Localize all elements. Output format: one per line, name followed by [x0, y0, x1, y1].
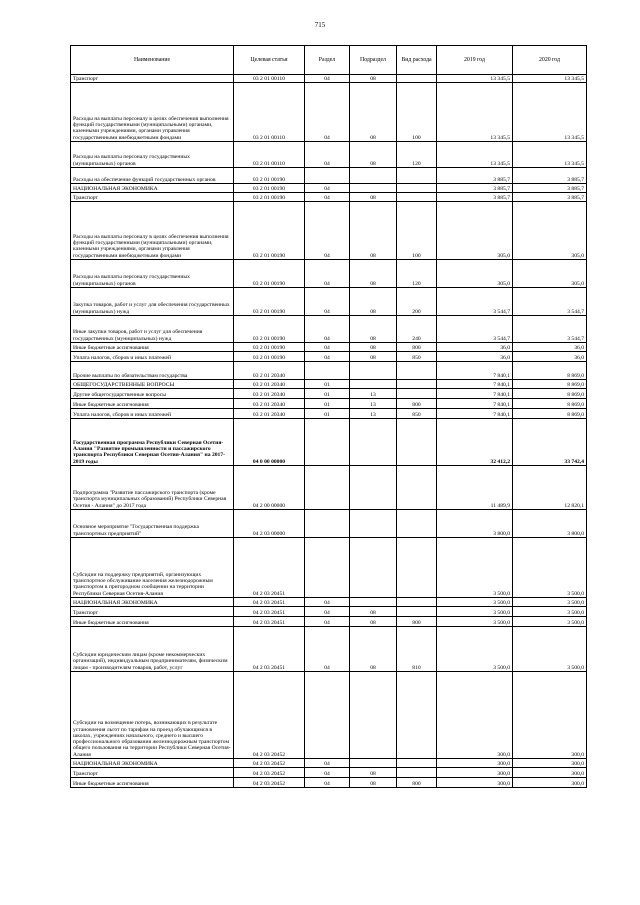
- cell-name: Уплата налогов, сборов и иных платежей: [71, 409, 234, 419]
- cell-subsection: [350, 184, 397, 193]
- cell-subsection: [350, 759, 397, 768]
- cell-target-article: 04 2 03 20452: [234, 768, 305, 778]
- table-row: [71, 538, 587, 598]
- cell-expense-type: [397, 75, 437, 83]
- header-section: Раздел: [305, 46, 350, 75]
- cell-year-2020: 3 544,7: [513, 316, 587, 343]
- cell-year-2019: 13 345,5: [437, 83, 513, 142]
- cell-section: 04: [305, 184, 350, 193]
- cell-target-article: 03 2 01 00110: [234, 83, 305, 142]
- cell-year-2019: 3 544,7: [437, 316, 513, 343]
- cell-expense-type: 100: [397, 83, 437, 142]
- cell-year-2019: 3 885,7: [437, 184, 513, 193]
- cell-year-2019: 3 500,0: [437, 607, 513, 617]
- table-row: [71, 316, 587, 343]
- cell-year-2019: 7 840,1: [437, 389, 513, 399]
- cell-target-article: 03 2 01 00190: [234, 343, 305, 352]
- table-row: [71, 672, 587, 759]
- cell-year-2019: 300,0: [437, 768, 513, 778]
- cell-expense-type: [397, 598, 437, 607]
- cell-section: [305, 419, 350, 466]
- cell-subsection: [350, 672, 397, 759]
- cell-expense-type: 800: [397, 343, 437, 352]
- cell-subsection: [350, 362, 397, 380]
- cell-subsection: [350, 598, 397, 607]
- cell-year-2019: 36,0: [437, 343, 513, 352]
- cell-section: 01: [305, 409, 350, 419]
- cell-name: Государственная программа Республики Северная Осетия-Алания "Развитие промышленности и пассажирского транспорта Республики Северная Осетия-Алания" на 2017-2019 годы: [71, 419, 234, 466]
- cell-target-article: 03 2 01 20340: [234, 380, 305, 389]
- cell-year-2019: 305,0: [437, 202, 513, 260]
- cell-subsection: [350, 168, 397, 184]
- cell-section: 04: [305, 316, 350, 343]
- header-year-2020: 2020 год: [513, 46, 587, 75]
- cell-name: ОБЩЕГОСУДАРСТВЕННЫЕ ВОПРОСЫ: [71, 380, 234, 389]
- cell-name: Транспорт: [71, 607, 234, 617]
- cell-expense-type: [397, 759, 437, 768]
- cell-expense-type: 850: [397, 352, 437, 362]
- cell-name: Транспорт: [71, 768, 234, 778]
- cell-expense-type: 120: [397, 142, 437, 168]
- cell-year-2020: 12 820,1: [513, 466, 587, 510]
- cell-subsection: 13: [350, 389, 397, 399]
- cell-subsection: 08: [350, 627, 397, 672]
- cell-year-2020: 8 869,0: [513, 409, 587, 419]
- table-row: [71, 75, 587, 83]
- table-header-row: [71, 46, 587, 75]
- table-row: [71, 627, 587, 672]
- cell-year-2019: 3 800,0: [437, 510, 513, 538]
- cell-name: Иные закупки товаров, работ и услуг для обеспечения государственных (муниципальных) нужд: [71, 316, 234, 343]
- cell-expense-type: [397, 419, 437, 466]
- cell-target-article: 04 2 03 20451: [234, 538, 305, 598]
- page-number: 715: [314, 21, 326, 29]
- cell-name: Транспорт: [71, 193, 234, 202]
- cell-expense-type: 200: [397, 288, 437, 316]
- table-row: [71, 409, 587, 419]
- cell-year-2019: 13 345,5: [437, 75, 513, 83]
- cell-expense-type: [397, 672, 437, 759]
- cell-target-article: 03 2 01 00190: [234, 260, 305, 288]
- cell-name: Иные бюджетные ассигнования: [71, 617, 234, 627]
- cell-expense-type: 800: [397, 778, 437, 788]
- cell-subsection: 08: [350, 288, 397, 316]
- cell-section: [305, 168, 350, 184]
- cell-target-article: 04 2 03 20452: [234, 778, 305, 788]
- table-row: [71, 768, 587, 778]
- cell-expense-type: [397, 466, 437, 510]
- cell-target-article: 03 2 01 00110: [234, 142, 305, 168]
- cell-target-article: 03 2 01 00190: [234, 193, 305, 202]
- cell-target-article: 04 2 00 00000: [234, 466, 305, 510]
- cell-section: 01: [305, 389, 350, 399]
- cell-expense-type: [397, 380, 437, 389]
- cell-year-2019: 7 840,1: [437, 362, 513, 380]
- cell-section: 04: [305, 607, 350, 617]
- cell-name: Иные бюджетные ассигнования: [71, 778, 234, 788]
- cell-section: 04: [305, 627, 350, 672]
- table-row: [71, 399, 587, 409]
- cell-year-2020: 3 500,0: [513, 598, 587, 607]
- cell-year-2020: 3 800,0: [513, 510, 587, 538]
- cell-year-2019: 7 840,1: [437, 380, 513, 389]
- cell-target-article: 04 2 03 20451: [234, 598, 305, 607]
- cell-target-article: 04 0 00 00000: [234, 419, 305, 466]
- header-expense-type: Вид расхода: [397, 46, 437, 75]
- table-row: [71, 466, 587, 510]
- cell-target-article: 03 2 01 00190: [234, 168, 305, 184]
- cell-section: 04: [305, 778, 350, 788]
- table-row: [71, 260, 587, 288]
- cell-target-article: 03 2 01 00190: [234, 184, 305, 193]
- table-row: [71, 510, 587, 538]
- cell-year-2020: 3 885,7: [513, 193, 587, 202]
- cell-section: 04: [305, 83, 350, 142]
- cell-year-2020: 305,0: [513, 260, 587, 288]
- cell-year-2019: 36,0: [437, 352, 513, 362]
- cell-name: Расходы на выплаты персоналу в целях обеспечения выполнения функций государственными (муниципальными) органами, казенными учреждениями, органами управления государственными внебюджетными фондами: [71, 202, 234, 260]
- cell-target-article: 03 2 01 20340: [234, 389, 305, 399]
- cell-year-2019: 3 885,7: [437, 168, 513, 184]
- cell-section: 04: [305, 202, 350, 260]
- cell-year-2019: 7 840,1: [437, 399, 513, 409]
- cell-name: НАЦИОНАЛЬНАЯ ЭКОНОМИКА: [71, 184, 234, 193]
- cell-section: 04: [305, 598, 350, 607]
- cell-expense-type: [397, 184, 437, 193]
- cell-section: 04: [305, 288, 350, 316]
- cell-name: Иные бюджетные ассигнования: [71, 399, 234, 409]
- cell-section: 04: [305, 343, 350, 352]
- cell-name: НАЦИОНАЛЬНАЯ ЭКОНОМИКА: [71, 759, 234, 768]
- cell-year-2019: 300,0: [437, 778, 513, 788]
- cell-year-2019: 3 500,0: [437, 598, 513, 607]
- cell-name: Основное мероприятие "Государственная поддержка транспортных предприятий": [71, 510, 234, 538]
- cell-year-2019: 300,0: [437, 672, 513, 759]
- cell-expense-type: 120: [397, 260, 437, 288]
- cell-subsection: 08: [350, 83, 397, 142]
- cell-section: [305, 538, 350, 598]
- cell-year-2020: 3 544,7: [513, 288, 587, 316]
- cell-target-article: 04 2 03 20452: [234, 759, 305, 768]
- cell-year-2019: 7 840,1: [437, 409, 513, 419]
- cell-year-2020: 36,0: [513, 343, 587, 352]
- cell-expense-type: [397, 768, 437, 778]
- cell-section: 04: [305, 260, 350, 288]
- cell-year-2020: 300,0: [513, 672, 587, 759]
- cell-year-2019: 11 489,9: [437, 466, 513, 510]
- table-row: [71, 202, 587, 260]
- table-row: [71, 778, 587, 788]
- cell-section: 01: [305, 380, 350, 389]
- cell-section: [305, 672, 350, 759]
- table-row: [71, 168, 587, 184]
- cell-subsection: 08: [350, 778, 397, 788]
- cell-subsection: 13: [350, 409, 397, 419]
- cell-year-2019: 13 345,5: [437, 142, 513, 168]
- cell-year-2020: 300,0: [513, 778, 587, 788]
- cell-year-2019: 3 500,0: [437, 627, 513, 672]
- cell-expense-type: [397, 193, 437, 202]
- header-subsection: Подраздел: [350, 46, 397, 75]
- cell-subsection: 08: [350, 193, 397, 202]
- cell-subsection: 08: [350, 352, 397, 362]
- cell-expense-type: [397, 607, 437, 617]
- cell-target-article: 03 2 01 00190: [234, 202, 305, 260]
- cell-name: Прочие выплаты по обязательствам государства: [71, 362, 234, 380]
- cell-year-2019: 3 500,0: [437, 617, 513, 627]
- cell-subsection: 08: [350, 607, 397, 617]
- cell-target-article: 04 2 03 20451: [234, 617, 305, 627]
- cell-target-article: 03 2 01 00190: [234, 316, 305, 343]
- cell-subsection: 08: [350, 142, 397, 168]
- table-row: [71, 617, 587, 627]
- table-row: [71, 193, 587, 202]
- cell-section: 04: [305, 768, 350, 778]
- cell-subsection: 08: [350, 316, 397, 343]
- cell-name: Субсидии на возмещение потерь, возникающих в результате установления льгот по тарифам на проезд обучающимся в школах, учреждениях начального, среднего и высшего профессионального образования железнодорожным транспортом общего пользования на территории Республики Северная Осетия-Алания: [71, 672, 234, 759]
- cell-year-2020: 300,0: [513, 759, 587, 768]
- cell-section: 04: [305, 352, 350, 362]
- table-row: [71, 83, 587, 142]
- table-row: [71, 362, 587, 380]
- cell-section: 04: [305, 75, 350, 83]
- cell-year-2020: 3 500,0: [513, 607, 587, 617]
- cell-expense-type: 810: [397, 627, 437, 672]
- table-row: [71, 142, 587, 168]
- cell-name: Закупка товаров, работ и услуг для обеспечения государственных (муниципальных) нужд: [71, 288, 234, 316]
- cell-year-2020: 300,0: [513, 768, 587, 778]
- cell-target-article: 04 2 03 20451: [234, 627, 305, 672]
- cell-year-2019: 305,0: [437, 260, 513, 288]
- cell-year-2020: 13 345,5: [513, 142, 587, 168]
- cell-section: 04: [305, 193, 350, 202]
- cell-subsection: [350, 419, 397, 466]
- cell-expense-type: [397, 389, 437, 399]
- cell-expense-type: 800: [397, 617, 437, 627]
- cell-name: НАЦИОНАЛЬНАЯ ЭКОНОМИКА: [71, 598, 234, 607]
- cell-expense-type: 800: [397, 399, 437, 409]
- cell-year-2020: 305,0: [513, 202, 587, 260]
- table-row: [71, 184, 587, 193]
- cell-subsection: 08: [350, 202, 397, 260]
- table-row: [71, 380, 587, 389]
- cell-section: 01: [305, 399, 350, 409]
- cell-name: Иные бюджетные ассигнования: [71, 343, 234, 352]
- cell-section: 04: [305, 759, 350, 768]
- cell-target-article: 03 2 01 20340: [234, 409, 305, 419]
- cell-target-article: 03 2 01 00190: [234, 288, 305, 316]
- cell-expense-type: [397, 538, 437, 598]
- cell-section: [305, 362, 350, 380]
- cell-year-2020: 8 869,0: [513, 362, 587, 380]
- header-target-article: Целевая статья: [234, 46, 305, 75]
- table-row: [71, 343, 587, 352]
- cell-name: Уплата налогов, сборов и иных платежей: [71, 352, 234, 362]
- cell-year-2020: 13 345,5: [513, 83, 587, 142]
- table-row: [71, 598, 587, 607]
- cell-target-article: 04 2 03 20452: [234, 672, 305, 759]
- cell-section: 04: [305, 617, 350, 627]
- cell-name: Субсидии юридическим лицам (кроме некоммерческих организаций), индивидуальным предпринимателям, физическим лицам - производителям товаров, работ, услуг: [71, 627, 234, 672]
- cell-year-2019: 300,0: [437, 759, 513, 768]
- header-year-2019: 2019 год: [437, 46, 513, 75]
- cell-expense-type: [397, 362, 437, 380]
- cell-year-2020: 3 885,7: [513, 168, 587, 184]
- cell-target-article: 03 2 01 20340: [234, 362, 305, 380]
- cell-subsection: 08: [350, 343, 397, 352]
- cell-target-article: 03 2 01 20340: [234, 399, 305, 409]
- cell-expense-type: 100: [397, 202, 437, 260]
- header-name: Наименование: [71, 46, 234, 75]
- cell-subsection: 08: [350, 75, 397, 83]
- cell-section: 04: [305, 142, 350, 168]
- table-row: [71, 419, 587, 466]
- cell-name: Другие общегосударственные вопросы: [71, 389, 234, 399]
- cell-target-article: 03 2 01 00110: [234, 75, 305, 83]
- cell-name: Транспорт: [71, 75, 234, 83]
- cell-subsection: 08: [350, 617, 397, 627]
- cell-name: Расходы на обеспечение функций государственных органов: [71, 168, 234, 184]
- cell-target-article: 03 2 01 00190: [234, 352, 305, 362]
- cell-subsection: 08: [350, 260, 397, 288]
- cell-name: Субсидии на поддержку предприятий, организующих транспортное обслуживание населения железнодорожным транспортом в пригородном сообщении на территории Республики Северная Осетия-Алания: [71, 538, 234, 598]
- cell-name: Расходы на выплаты персоналу государственных (муниципальных) органов: [71, 260, 234, 288]
- cell-name: Расходы на выплаты персоналу государственных (муниципальных) органов: [71, 142, 234, 168]
- table-row: [71, 607, 587, 617]
- cell-year-2019: 3 544,7: [437, 288, 513, 316]
- cell-year-2019: 32 412,2: [437, 419, 513, 466]
- cell-section: [305, 510, 350, 538]
- cell-subsection: 08: [350, 768, 397, 778]
- cell-target-article: 04 2 03 00000: [234, 510, 305, 538]
- budget-table: [70, 45, 587, 788]
- cell-name: Расходы на выплаты персоналу в целях обеспечения выполнения функций государственными (муниципальными) органами, казенными учреждениями, органами управления государственными внебюджетными фондами: [71, 83, 234, 142]
- cell-year-2020: 3 500,0: [513, 538, 587, 598]
- cell-expense-type: 850: [397, 409, 437, 419]
- cell-year-2020: 3 500,0: [513, 627, 587, 672]
- cell-year-2020: 33 742,4: [513, 419, 587, 466]
- cell-year-2020: 13 345,5: [513, 75, 587, 83]
- cell-subsection: 13: [350, 399, 397, 409]
- table-row: [71, 352, 587, 362]
- table-row: [71, 288, 587, 316]
- cell-year-2020: 8 869,0: [513, 380, 587, 389]
- cell-expense-type: [397, 168, 437, 184]
- cell-expense-type: 240: [397, 316, 437, 343]
- cell-target-article: 04 2 03 20451: [234, 607, 305, 617]
- cell-year-2020: 3 500,0: [513, 617, 587, 627]
- cell-year-2020: 36,0: [513, 352, 587, 362]
- cell-year-2020: 8 869,0: [513, 389, 587, 399]
- cell-subsection: [350, 510, 397, 538]
- cell-year-2020: 3 885,7: [513, 184, 587, 193]
- cell-subsection: [350, 380, 397, 389]
- cell-expense-type: [397, 510, 437, 538]
- cell-year-2019: 3 885,7: [437, 193, 513, 202]
- cell-year-2020: 8 869,0: [513, 399, 587, 409]
- cell-subsection: [350, 538, 397, 598]
- cell-subsection: [350, 466, 397, 510]
- cell-section: [305, 466, 350, 510]
- cell-name: Подпрограмма "Развитие пассажирского транспорта (кроме транспорта муниципальных образований) Республики Северная Осетия - Алания" до 2017 года: [71, 466, 234, 510]
- cell-year-2019: 3 500,0: [437, 538, 513, 598]
- table-row: [71, 759, 587, 768]
- table-row: [71, 389, 587, 399]
